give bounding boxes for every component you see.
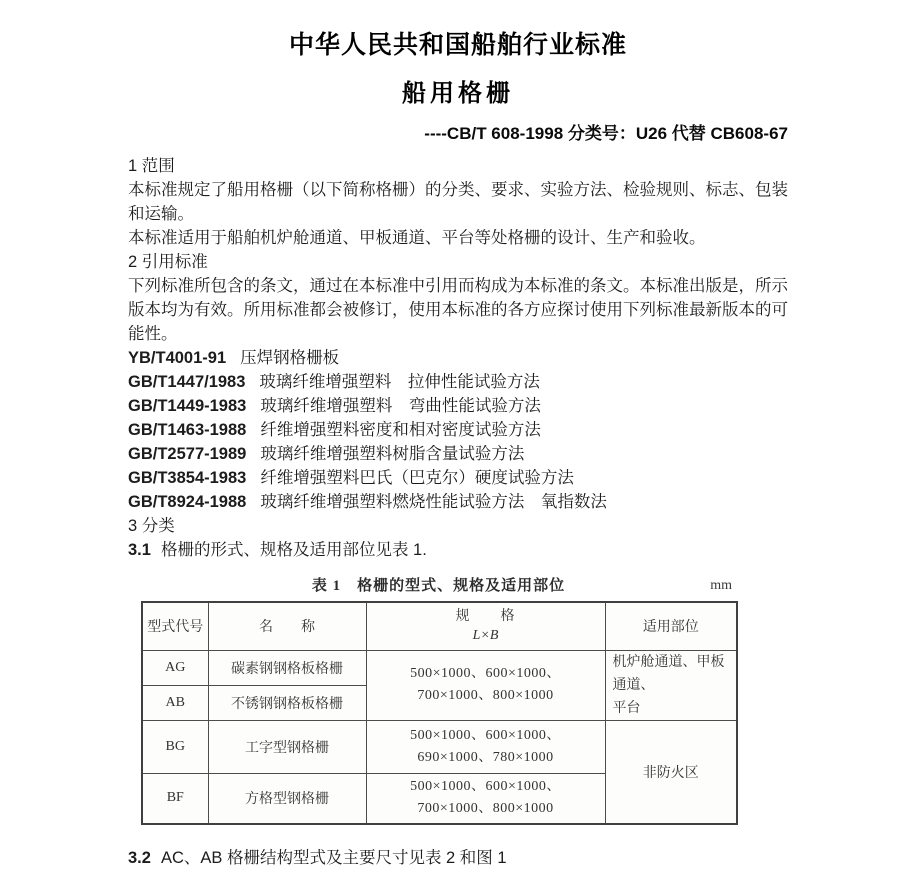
col-header-area: 适用部位: [605, 602, 737, 650]
col-header-spec: [366, 602, 605, 650]
reference-item: [128, 370, 788, 394]
cell-area-agab: 机炉舱通道、甲板通道、 平台: [605, 650, 737, 720]
standard-number-line: ----CB/T 608-1998 分类号：U26 代替 CB608-67: [424, 124, 788, 143]
reference-code: GB/T3854-1983: [128, 469, 247, 487]
cell-spec-agab: 500×1000、600×1000、 700×1000、800×1000: [366, 650, 605, 720]
clause-text: 格栅的形式、规格及适用部位见表 1.: [160, 541, 427, 559]
reference-item: [128, 346, 788, 370]
reference-title: 纤维增强塑料密度和相对密度试验方法: [260, 421, 541, 439]
reference-title: 玻璃纤维增强塑料树脂含量试验方法: [260, 445, 525, 463]
table-1-scan: [141, 577, 736, 825]
cell-spec-bf: 500×1000、600×1000、 700×1000、800×1000: [366, 773, 605, 824]
clause-text: AC、AB 格栅结构型式及主要尺寸见表 2 和图 1: [160, 849, 507, 867]
cell-code: AB: [142, 685, 208, 720]
reference-item: [128, 418, 788, 442]
page-subtitle: 船用格栅: [402, 80, 514, 107]
table-1: [141, 601, 738, 825]
cell-name: 方格型钢格栅: [208, 773, 366, 824]
reference-code: GB/T2577-1989: [128, 445, 247, 463]
table-header-row: [142, 602, 737, 650]
section-1-heading: 1 范围: [128, 157, 175, 175]
cell-code: AG: [142, 650, 208, 685]
cell-name: 工字型钢格栅: [208, 720, 366, 773]
reference-item: [128, 442, 788, 466]
document-body: [128, 154, 788, 562]
document-page: [128, 0, 788, 870]
reference-code: GB/T1463-1988: [128, 421, 247, 439]
table-row-bg: [142, 720, 737, 773]
section-3-heading: 3 分类: [128, 517, 175, 535]
table-1-unit-label: mm: [710, 578, 732, 593]
col-header-name: 名 称: [208, 602, 366, 650]
clause-number: 3.2: [128, 849, 151, 867]
reference-code: YB/T4001-91: [128, 349, 227, 367]
reference-title: 玻璃纤维增强塑料 弯曲性能试验方法: [260, 397, 541, 415]
reference-item: [128, 394, 788, 418]
scope-paragraph-2: 本标准适用于船舶机炉舱通道、甲板通道、平台等处格栅的设计、生产和验收。: [128, 229, 706, 247]
reference-title: 玻璃纤维增强塑料燃烧性能试验方法 氧指数法: [260, 493, 607, 511]
col-header-spec-title: 规 格: [455, 609, 516, 625]
clause-number: 3.1: [128, 541, 151, 559]
table-1-caption-row: [141, 577, 736, 596]
cell-spec-bg: 500×1000、600×1000、 690×1000、780×1000: [366, 720, 605, 773]
cell-code: BF: [142, 773, 208, 824]
cell-area-bgbf: 非防火区: [605, 720, 737, 824]
reference-item: [128, 466, 788, 490]
reference-title: 纤维增强塑料巴氏（巴克尔）硬度试验方法: [260, 469, 574, 487]
table-1-caption: 表 1 格栅的型式、规格及适用部位: [311, 578, 566, 594]
section-2-heading: 2 引用标准: [128, 253, 208, 271]
table-row-ag: [142, 650, 737, 685]
reference-code: GB/T1447/1983: [128, 373, 246, 391]
cell-name: 不锈钢钢格板格栅: [208, 685, 366, 720]
reference-title: 压焊钢格栅板: [240, 349, 340, 367]
reference-item: [128, 490, 788, 514]
col-header-code: 型式代号: [142, 602, 208, 650]
col-header-spec-sub: L×B: [472, 628, 499, 644]
cell-name: 碳素钢钢格板格栅: [208, 650, 366, 685]
reference-code: GB/T8924-1988: [128, 493, 247, 511]
page-title: 中华人民共和国船舶行业标准: [288, 31, 627, 59]
clause-3-1: [128, 538, 788, 562]
clause-3-2: [128, 846, 788, 870]
scope-paragraph-1: 本标准规定了船用格栅（以下简称格栅）的分类、要求、实验方法、检验规则、标志、包装和运输。: [128, 181, 788, 223]
reference-title: 玻璃纤维增强塑料 拉伸性能试验方法: [259, 373, 540, 391]
references-intro: 下列标准所包含的条文，通过在本标准中引用而构成为本标准的条文。本标准出版是，所示版本均为有效。所用标准都会被修订，使用本标准的各方应探讨使用下列标准最新版本的可能性。: [128, 277, 788, 343]
reference-code: GB/T1449-1983: [128, 397, 247, 415]
cell-code: BG: [142, 720, 208, 773]
